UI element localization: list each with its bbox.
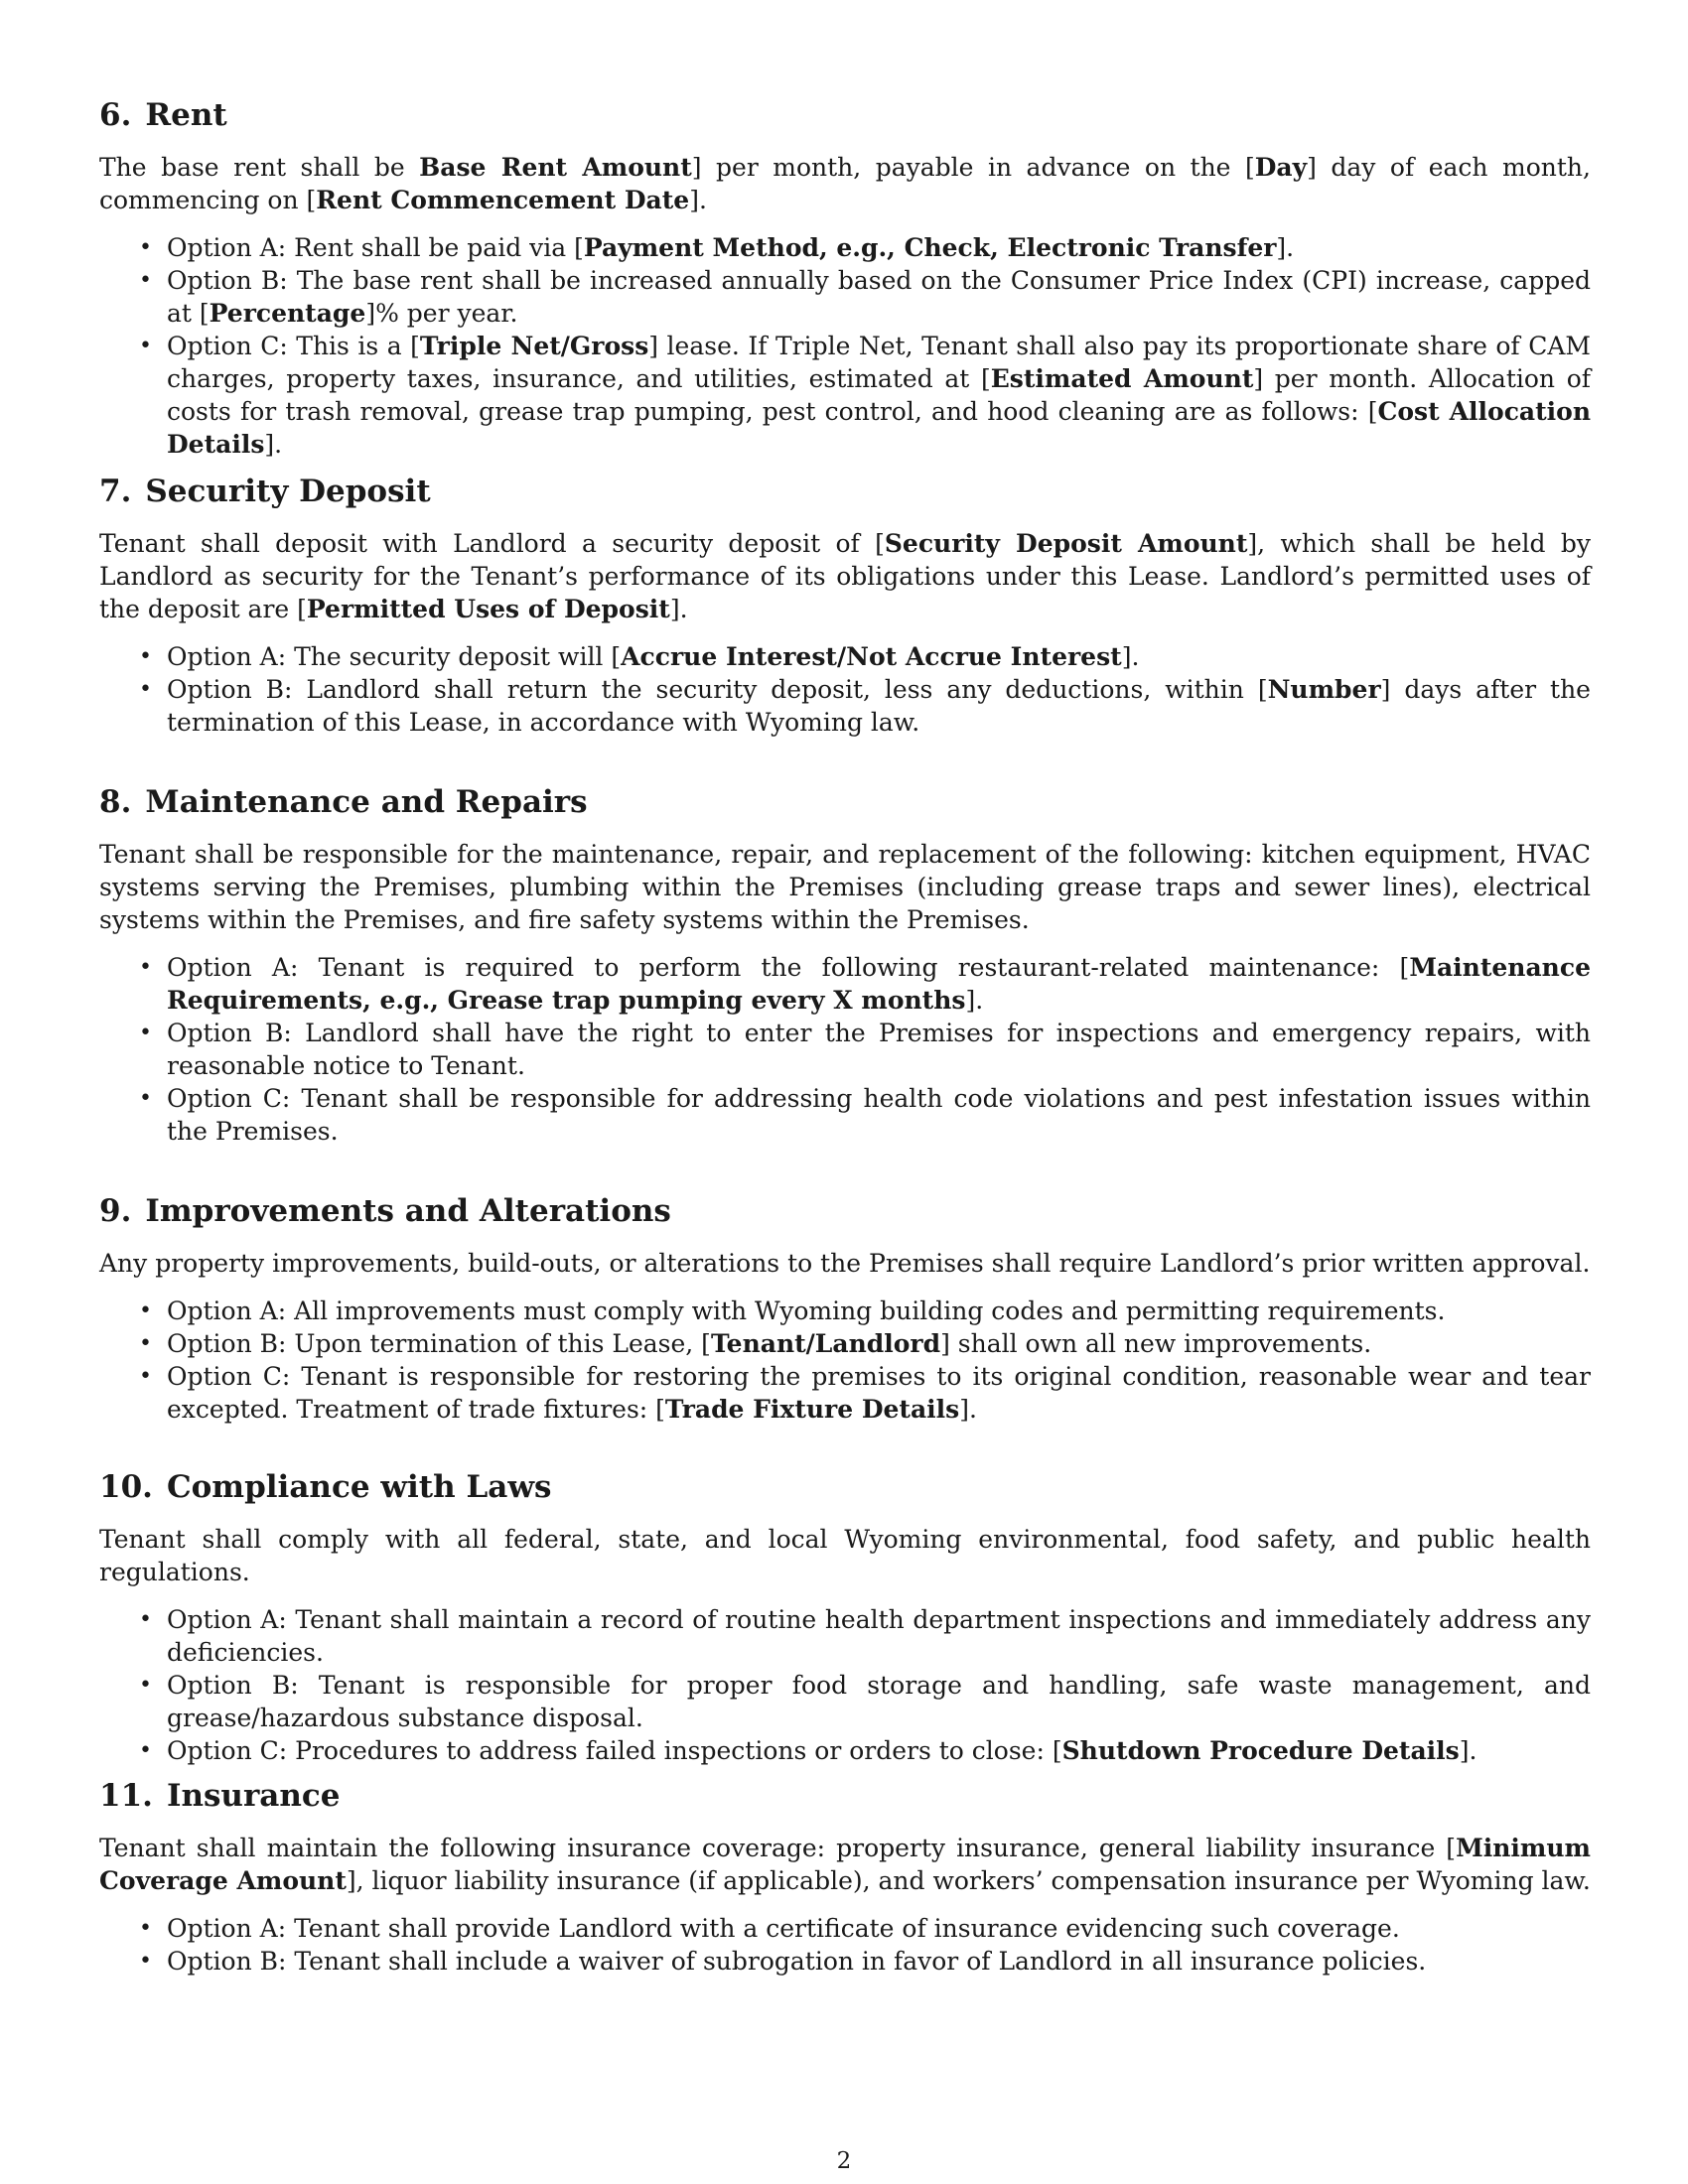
- option-placeholder: Cost Allocation Details: [167, 397, 1592, 459]
- option-text: ] lease. If Triple Net, Tenant shall also pay its proportionate share of CAM charges, property taxes, insurance, and utilities, estimated at [: [167, 332, 1591, 393]
- body-placeholder: Base Rent Amount: [419, 153, 692, 182]
- option-item: [99, 951, 1591, 1017]
- bullet-icon: •: [139, 1607, 152, 1632]
- body-placeholder: Rent Commencement Date: [316, 186, 690, 214]
- option-placeholder: Estimated Amount: [990, 364, 1254, 393]
- option-item: [99, 1082, 1591, 1148]
- body-text: Tenant shall comply with all federal, state, and local Wyoming environmental, food safety, and public health regulations.: [99, 1525, 1591, 1586]
- option-text: Option C: Procedures to address failed inspections or orders to close: [: [167, 1736, 1062, 1765]
- option-text: ].: [1121, 642, 1140, 671]
- section-number: 10.: [99, 1469, 153, 1505]
- option-item: [99, 1327, 1591, 1360]
- bullet-icon: •: [139, 1738, 152, 1763]
- section-maintenance-and-repairs: [99, 782, 1591, 1148]
- option-item: [99, 231, 1591, 264]
- option-text: ].: [1459, 1736, 1477, 1765]
- section-heading: [99, 1776, 1591, 1816]
- section-title: Maintenance and Repairs: [145, 784, 588, 820]
- option-text: Option A: Tenant shall maintain a record of routine health department inspections and immediately address any deficiencies.: [167, 1605, 1591, 1667]
- option-text: ].: [965, 986, 984, 1015]
- option-text: Option A: The security deposit will [: [167, 642, 622, 671]
- option-item: [99, 1360, 1591, 1426]
- option-text: Option A: Tenant shall provide Landlord with a certificate of insurance evidencing such coverage.: [167, 1914, 1400, 1943]
- option-item: [99, 1603, 1591, 1669]
- option-text: ] days after the termination of this Lease, in accordance with Wyoming law.: [167, 675, 1591, 737]
- bullet-icon: •: [139, 1916, 152, 1941]
- option-text: Option A: Rent shall be paid via [: [167, 233, 584, 262]
- body-placeholder: Security Deposit Amount: [884, 529, 1248, 558]
- option-text: Option B: Tenant is responsible for proper food storage and handling, safe waste management, and grease/hazardous substance disposal.: [167, 1671, 1591, 1732]
- option-item: [99, 1669, 1591, 1734]
- body-text: ].: [669, 595, 688, 623]
- option-placeholder: Tenant/Landlord: [710, 1329, 941, 1358]
- option-text: Option A: Tenant is required to perform the following restaurant-related maintenance: [: [167, 953, 1410, 982]
- option-placeholder: Maintenance Requirements, e.g., Grease trap pumping every X months: [167, 953, 1591, 1015]
- body-placeholder: Permitted Uses of Deposit: [306, 595, 670, 623]
- body-text: ], which shall be held by Landlord as security for the Tenant’s performance of its obligations under this Lease. Landlord’s permitted uses of the deposit are [: [99, 529, 1591, 623]
- option-placeholder: Accrue Interest/Not Accrue Interest: [621, 642, 1122, 671]
- option-text: ]% per year.: [365, 299, 518, 328]
- section-title: Rent: [145, 97, 227, 133]
- option-text: ] shall own all new improvements.: [940, 1329, 1372, 1358]
- section-number: 8.: [99, 784, 132, 820]
- body-text: The base rent shall be: [99, 153, 420, 182]
- section-improvements-and-alterations: [99, 1191, 1591, 1426]
- option-placeholder: Trade Fixture Details: [664, 1395, 960, 1424]
- option-text: ].: [264, 430, 283, 459]
- option-placeholder: Number: [1267, 675, 1381, 704]
- section-insurance: [99, 1776, 1591, 1978]
- section-body: [99, 527, 1591, 625]
- options-list: [99, 1603, 1591, 1767]
- section-security-deposit: [99, 472, 1591, 739]
- bullet-icon: •: [139, 1949, 152, 1974]
- option-text: Option B: The base rent shall be increased annually based on the Consumer Price Index (CPI) increase, capped at [: [167, 266, 1591, 328]
- options-list: [99, 951, 1591, 1148]
- body-text: Tenant shall deposit with Landlord a security deposit of [: [99, 529, 885, 558]
- body-text: Tenant shall be responsible for the maintenance, repair, and replacement of the following: kitchen equipment, HVAC systems serving the Premises, plumbing within the Premises (including grease traps and sewer lines), electrical systems within the Premises, and fire safety systems within the Premises.: [99, 840, 1591, 934]
- option-text: Option C: Tenant is responsible for restoring the premises to its original condition, reasonable wear and tear excepted. Treatment of trade fixtures: [: [167, 1362, 1591, 1424]
- option-text: Option B: Upon termination of this Lease, [: [167, 1329, 711, 1358]
- option-placeholder: Triple Net/Gross: [419, 332, 649, 360]
- bullet-icon: •: [139, 1298, 152, 1323]
- page-number: 2: [836, 2148, 852, 2174]
- option-text: Option B: Tenant shall include a waiver of subrogation in favor of Landlord in all insurance policies.: [167, 1947, 1427, 1976]
- section-heading: [99, 782, 1591, 822]
- section-title: Improvements and Alterations: [145, 1193, 671, 1229]
- section-heading: [99, 95, 1591, 135]
- option-text: Option B: Landlord shall have the right to enter the Premises for inspections and emergency repairs, with reasonable notice to Tenant.: [167, 1019, 1591, 1080]
- bullet-icon: •: [139, 334, 152, 358]
- body-text: ], liquor liability insurance (if applicable), and workers’ compensation insurance per Wyoming law.: [346, 1866, 1591, 1895]
- body-text: Tenant shall maintain the following insurance coverage: property insurance, general liability insurance [: [99, 1834, 1457, 1862]
- bullet-icon: •: [139, 644, 152, 669]
- bullet-icon: •: [139, 1673, 152, 1698]
- option-item: [99, 673, 1591, 739]
- body-placeholder: Minimum Coverage Amount: [99, 1834, 1591, 1895]
- option-text: Option C: This is a [: [167, 332, 420, 360]
- bullet-icon: •: [139, 677, 152, 702]
- option-text: ] per month. Allocation of costs for trash removal, grease trap pumping, pest control, and hood cleaning are as follows: [: [167, 364, 1592, 426]
- option-text: ].: [1276, 233, 1295, 262]
- option-text: Option A: All improvements must comply with Wyoming building codes and permitting requirements.: [167, 1297, 1446, 1325]
- section-heading: [99, 472, 1591, 511]
- body-text: ] day of each month, commencing on [: [99, 153, 1591, 214]
- section-body: [99, 1832, 1591, 1897]
- bullet-icon: •: [139, 1086, 152, 1111]
- section-body: [99, 1247, 1591, 1280]
- bullet-icon: •: [139, 1021, 152, 1045]
- option-item: [99, 264, 1591, 330]
- option-text: Option C: Tenant shall be responsible for addressing health code violations and pest infestation issues within the Premises.: [167, 1084, 1591, 1146]
- bullet-icon: •: [139, 955, 152, 980]
- section-number: 9.: [99, 1193, 132, 1229]
- option-placeholder: Payment Method, e.g., Check, Electronic Transfer: [583, 233, 1277, 262]
- option-item: [99, 1734, 1591, 1767]
- options-list: [99, 1912, 1591, 1978]
- section-body: [99, 151, 1591, 216]
- bullet-icon: •: [139, 1364, 152, 1389]
- option-text: Option B: Landlord shall return the security deposit, less any deductions, within [: [167, 675, 1268, 704]
- option-item: [99, 1945, 1591, 1978]
- option-item: [99, 1912, 1591, 1945]
- option-text: ].: [959, 1395, 977, 1424]
- body-text: ].: [689, 186, 707, 214]
- options-list: [99, 1295, 1591, 1426]
- section-body: [99, 1523, 1591, 1588]
- option-item: [99, 640, 1591, 673]
- section-compliance-with-laws: [99, 1467, 1591, 1767]
- body-placeholder: Day: [1254, 153, 1308, 182]
- section-body: [99, 838, 1591, 936]
- options-list: [99, 640, 1591, 739]
- bullet-icon: •: [139, 235, 152, 260]
- section-title: Insurance: [166, 1778, 341, 1814]
- body-text: ] per month, payable in advance on the [: [691, 153, 1255, 182]
- option-placeholder: Shutdown Procedure Details: [1061, 1736, 1460, 1765]
- options-list: [99, 231, 1591, 461]
- section-rent: [99, 95, 1591, 461]
- section-title: Security Deposit: [145, 474, 431, 509]
- bullet-icon: •: [139, 268, 152, 293]
- section-heading: [99, 1467, 1591, 1507]
- section-number: 11.: [99, 1778, 153, 1814]
- option-item: [99, 1017, 1591, 1082]
- bullet-icon: •: [139, 1331, 152, 1356]
- option-item: [99, 1295, 1591, 1327]
- section-number: 7.: [99, 474, 132, 509]
- option-placeholder: Percentage: [209, 299, 366, 328]
- option-item: [99, 330, 1591, 461]
- section-number: 6.: [99, 97, 132, 133]
- section-heading: [99, 1191, 1591, 1231]
- body-text: Any property improvements, build-outs, or alterations to the Premises shall require Landlord’s prior written approval.: [99, 1249, 1591, 1278]
- section-title: Compliance with Laws: [166, 1469, 552, 1505]
